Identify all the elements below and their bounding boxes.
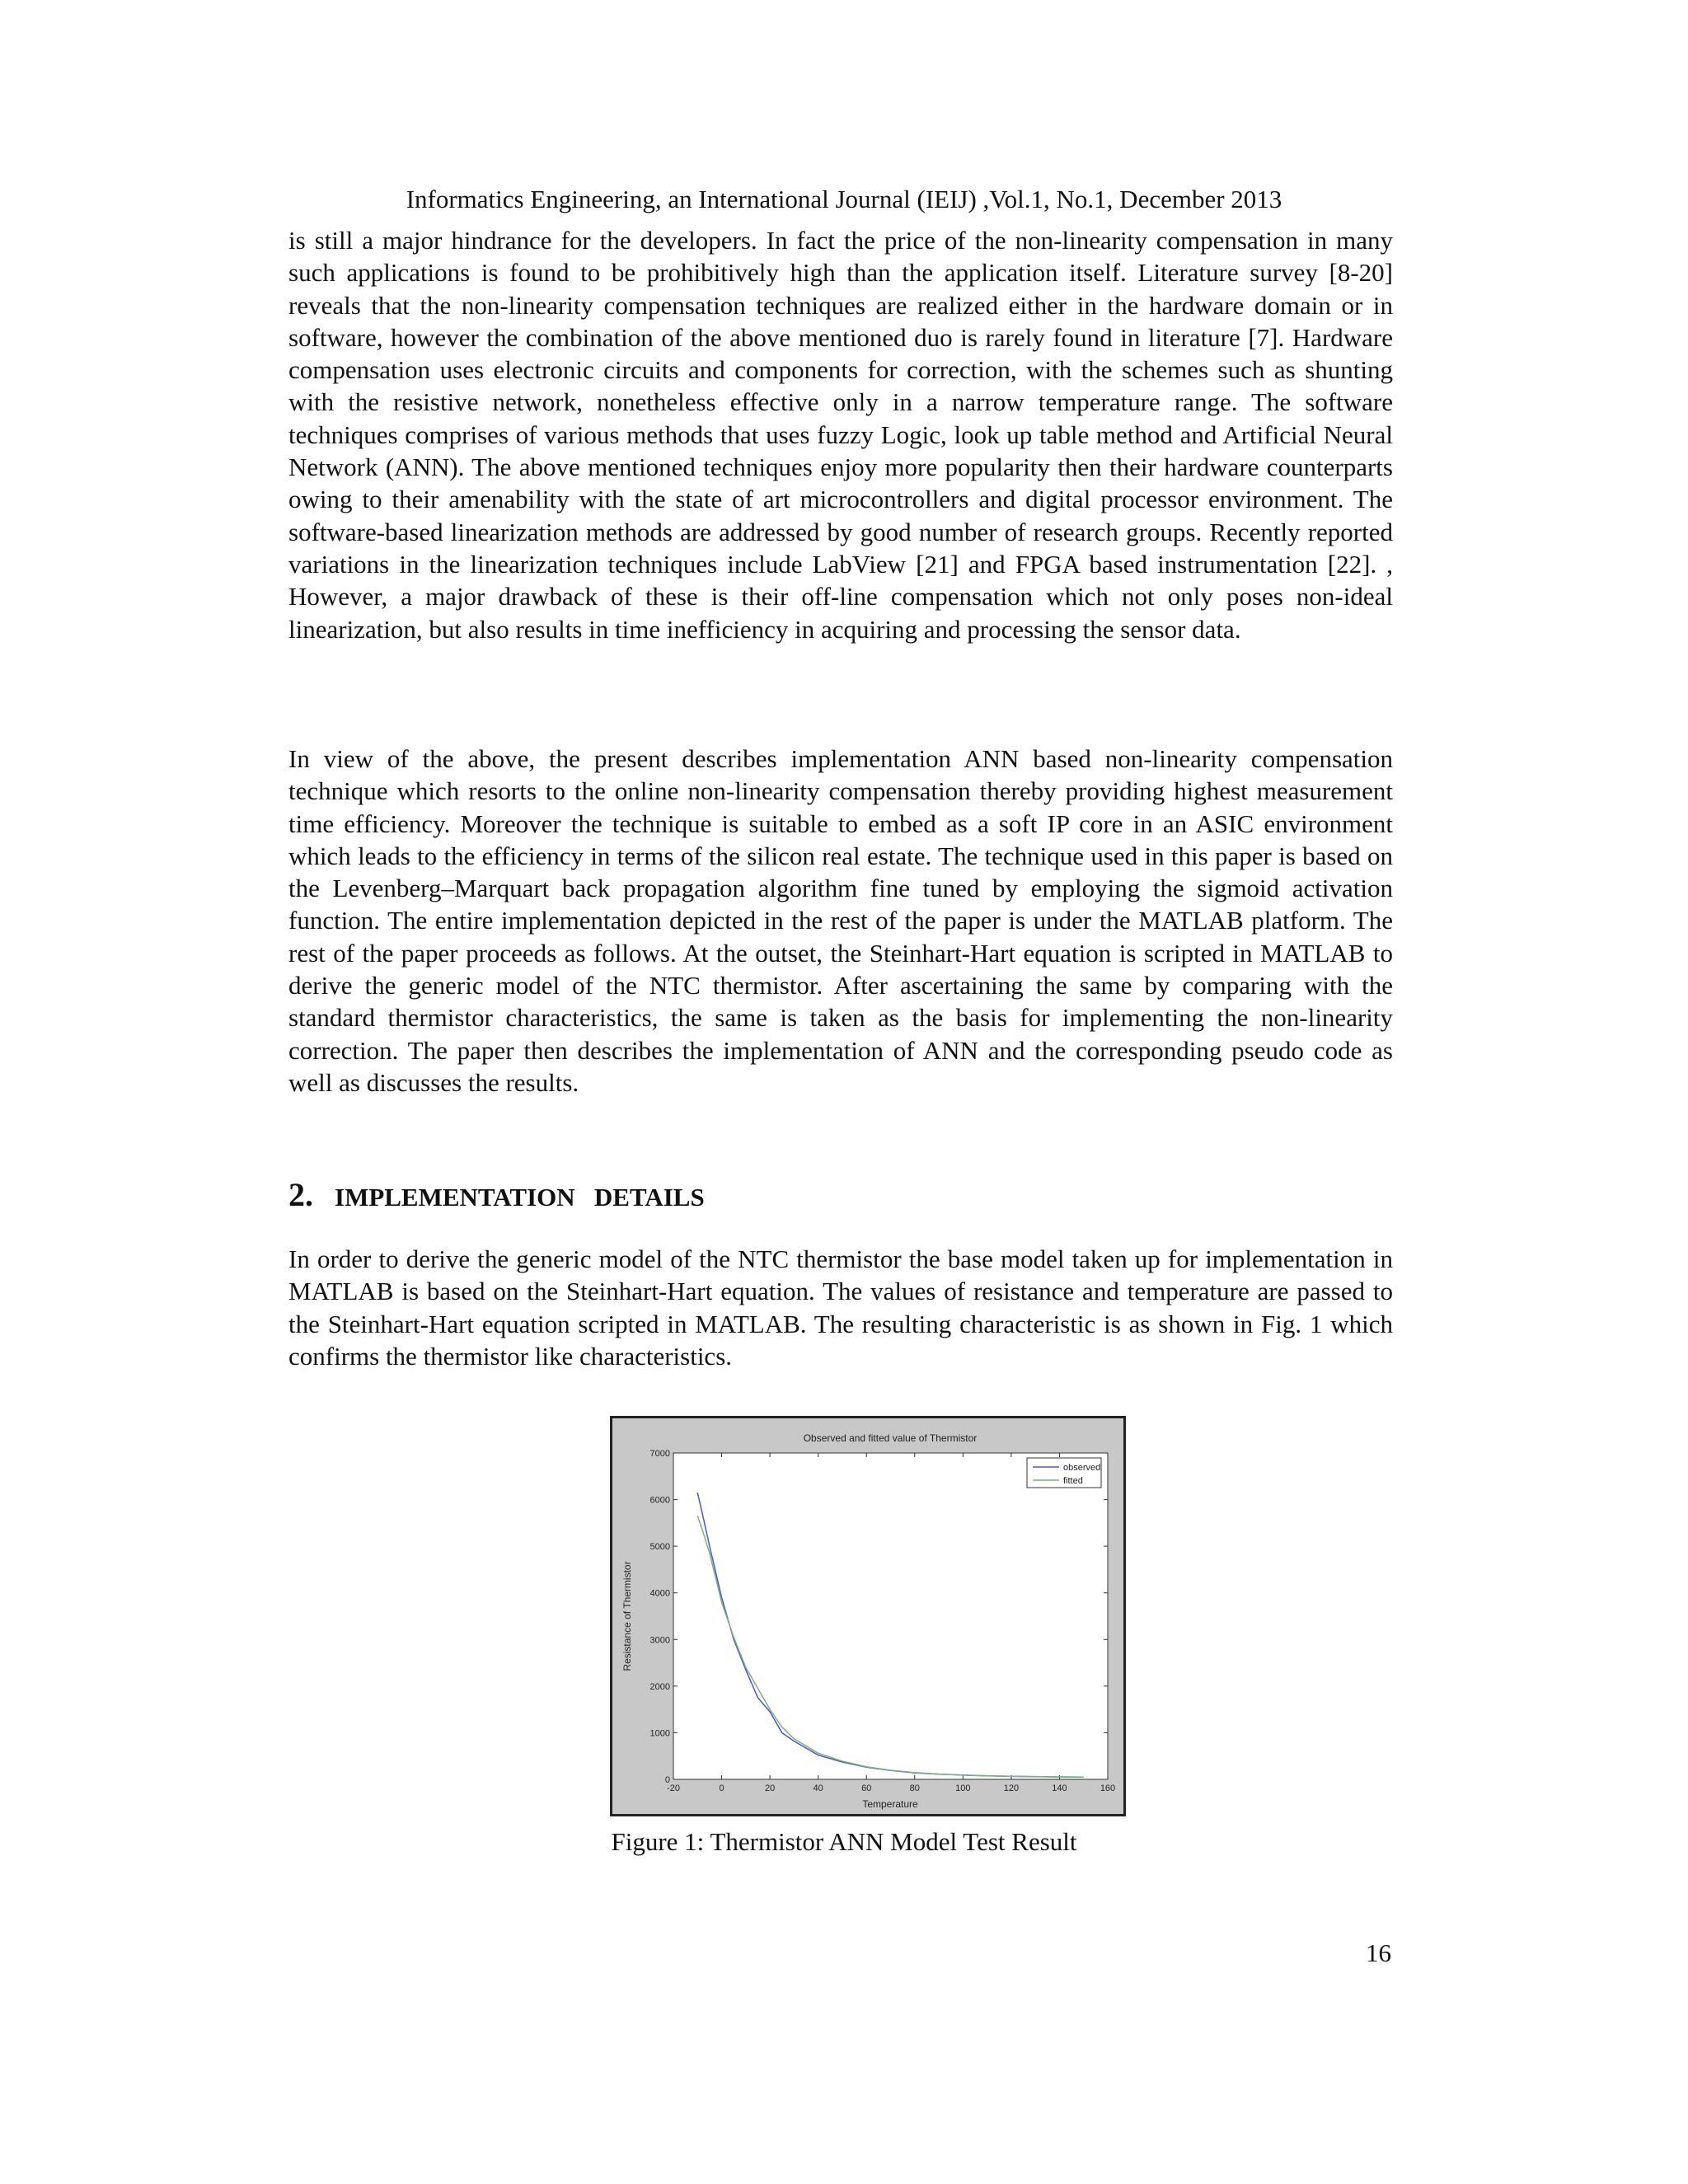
- page-number: 16: [1366, 1938, 1391, 1967]
- y-tick-label-0: 0: [664, 1775, 670, 1785]
- x-tick-label-1: 0: [719, 1783, 724, 1793]
- x-tick-label-8: 140: [1052, 1783, 1067, 1793]
- section-number: 2.: [288, 1176, 313, 1213]
- body-paragraph-3: In order to derive the generic model of the NTC thermistor the base model taken up for implementation in MATLAB is based on the Steinhart-Hart equation. The values of resistance and temperature are passed to the Steinhart-Hart equation scripted in MATLAB. The resulting characteristic is as shown in Fig. 1 which confirms the thermistor like characteristics.: [288, 1244, 1393, 1371]
- y-tick-label-3: 3000: [649, 1635, 670, 1646]
- x-tick-label-9: 160: [1100, 1783, 1116, 1793]
- y-tick-label-4: 4000: [649, 1588, 670, 1599]
- y-axis-label: Resistance of Thermistor: [621, 1561, 633, 1671]
- body-paragraph-1: is still a major hindrance for the developers. In fact the price of the non-linearity compensation in many such applications is found to be prohibitively high than the application itself. Literature survey [8-20] reveals that the non-linearity compensation techniques are realized either in the hardware domain or in software, however the combination of the above mentioned duo is rarely found in literature [7]. Hardware compensation uses electronic circuits and components for correction, with the schemes such as shunting with the resistive network, nonetheless effective only in a narrow temperature range. The software techniques comprises of various methods that uses fuzzy Logic, look up table method and Artificial Neural Network (ANN). The above mentioned techniques enjoy more popularity then their hardware counterparts owing to their amenability with the state of art microcontrollers and digital processor environment. The software-based linearization methods are addressed by good number of research groups. Recently reported variations in the linearization techniques include LabView [21] and FPGA based instrumentation [22]. , However, a major drawback of these is their off-line compensation which not only poses non-ideal linearization, but also results in time inefficiency in acquiring and processing the sensor data.: [288, 226, 1393, 644]
- x-tick-label-0: -20: [667, 1783, 680, 1793]
- journal-header: Informatics Engineering, an International Journal (IEIJ) ,Vol.1, No.1, December 2013: [406, 185, 1282, 213]
- legend-fitted-label: fitted: [1063, 1476, 1083, 1486]
- section-title: IMPLEMENTATION DETAILS: [335, 1183, 705, 1212]
- x-tick-label-5: 80: [909, 1783, 920, 1793]
- chart-legend: [1027, 1458, 1101, 1488]
- y-tick-label-7: 7000: [649, 1449, 670, 1459]
- x-axis-label: Temperature: [862, 1798, 918, 1810]
- x-tick-label-4: 60: [861, 1783, 872, 1793]
- y-tick-label-2: 2000: [649, 1681, 670, 1692]
- y-tick-label-6: 6000: [649, 1495, 670, 1506]
- figure-caption: Figure 1: Thermistor ANN Model Test Result: [611, 1827, 1077, 1856]
- x-tick-label-3: 40: [813, 1783, 823, 1793]
- x-tick-label-2: 20: [764, 1783, 776, 1793]
- legend-observed-label: observed: [1063, 1463, 1101, 1473]
- figure-1: [610, 1416, 1126, 1816]
- body-paragraph-2: In view of the above, the present describes implementation ANN based non-linearity compensation technique which resorts to the online non-linearity compensation thereby providing highest measurement time efficiency. Moreover the technique is suitable to embed as a soft IP core in an ASIC environment which leads to the efficiency in terms of the silicon real estate. The technique used in this paper is based on the Levenberg–Marquart back propagation algorithm fine tuned by employing the sigmoid activation function. The entire implementation depicted in the rest of the paper is under the MATLAB platform. The rest of the paper proceeds as follows. At the outset, the Steinhart-Hart equation is scripted in MATLAB to derive the generic model of the NTC thermistor. After ascertaining the same by comparing with the standard thermistor characteristics, the same is taken as the basis for implementing the non-linearity correction. The paper then describes the implementation of ANN and the corresponding pseudo code as well as discusses the results.: [288, 744, 1393, 1097]
- y-tick-label-5: 5000: [649, 1542, 670, 1553]
- thermistor-chart: [612, 1418, 1123, 1814]
- chart-title: Observed and fitted value of Thermistor: [803, 1432, 978, 1444]
- x-tick-label-6: 100: [955, 1783, 971, 1793]
- y-tick-label-1: 1000: [649, 1728, 670, 1739]
- plot-area: [673, 1453, 1108, 1779]
- section-heading: [288, 1175, 705, 1214]
- x-tick-label-7: 120: [1003, 1783, 1020, 1793]
